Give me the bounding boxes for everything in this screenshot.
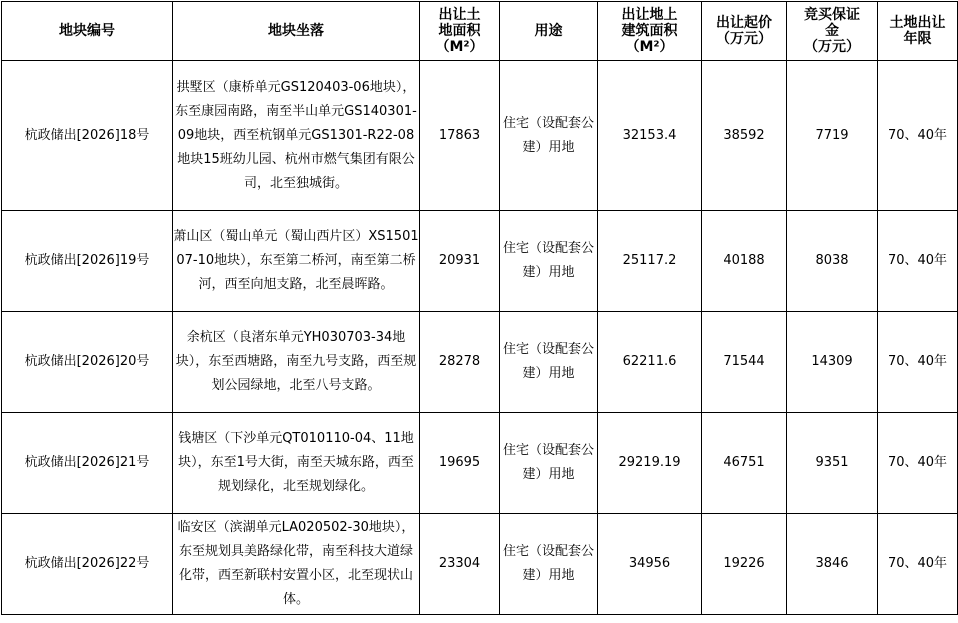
- cell-land-area: 19695: [420, 413, 500, 514]
- cell-location: 萧山区（蜀山单元（蜀山西片区）XS150107-10地块），东至第二桥河，南至第二桥河，西至向旭支路，北至晨晖路。: [173, 211, 420, 312]
- header-start-price: 出让起价 （万元）: [702, 2, 787, 61]
- cell-building-area: 25117.2: [598, 211, 702, 312]
- cell-land-area: 23304: [420, 514, 500, 615]
- cell-deposit: 14309: [787, 312, 878, 413]
- header-land-area: 出让土 地面积 （M²）: [420, 2, 500, 61]
- header-term: 土地出让 年限: [878, 2, 958, 61]
- cell-land-area: 17863: [420, 61, 500, 211]
- header-row: [2, 2, 958, 61]
- cell-deposit: 9351: [787, 413, 878, 514]
- cell-building-area: 32153.4: [598, 61, 702, 211]
- cell-location: 余杭区（良渚东单元YH030703-34地块），东至西塘路，南至九号支路，西至规划公园绿地，北至八号支路。: [173, 312, 420, 413]
- cell-term: 70、40年: [878, 312, 958, 413]
- cell-use: 住宅（设配套公建）用地: [500, 312, 598, 413]
- table-row: [2, 514, 958, 615]
- cell-deposit: 7719: [787, 61, 878, 211]
- cell-land-area: 20931: [420, 211, 500, 312]
- cell-term: 70、40年: [878, 61, 958, 211]
- cell-building-area: 62211.6: [598, 312, 702, 413]
- header-deposit: 竞买保证 金 （万元）: [787, 2, 878, 61]
- cell-start-price: 46751: [702, 413, 787, 514]
- cell-use: 住宅（设配套公建）用地: [500, 61, 598, 211]
- table-row: [2, 413, 958, 514]
- land-auction-table: [1, 1, 958, 615]
- cell-location: 临安区（滨湖单元LA020502-30地块），东至规划具美路绿化带，南至科技大道绿化带，西至新联村安置小区，北至现状山体。: [173, 514, 420, 615]
- header-building-area: 出让地上 建筑面积 （M²）: [598, 2, 702, 61]
- cell-start-price: 71544: [702, 312, 787, 413]
- cell-start-price: 19226: [702, 514, 787, 615]
- cell-term: 70、40年: [878, 211, 958, 312]
- cell-id: 杭政储出[2026]19号: [2, 211, 173, 312]
- table-row: [2, 312, 958, 413]
- header-location: 地块坐落: [173, 2, 420, 61]
- cell-location: 拱墅区（康桥单元GS120403-06地块），东至康园南路，南至半山单元GS140301-09地块，西至杭钢单元GS1301-R22-08地块15班幼儿园、杭州市燃气集团有限公司，北至独城街。: [173, 61, 420, 211]
- cell-term: 70、40年: [878, 514, 958, 615]
- cell-use: 住宅（设配套公建）用地: [500, 413, 598, 514]
- cell-start-price: 40188: [702, 211, 787, 312]
- cell-use: 住宅（设配套公建）用地: [500, 211, 598, 312]
- cell-start-price: 38592: [702, 61, 787, 211]
- header-id: 地块编号: [2, 2, 173, 61]
- cell-land-area: 28278: [420, 312, 500, 413]
- table-row: [2, 61, 958, 211]
- cell-building-area: 29219.19: [598, 413, 702, 514]
- cell-id: 杭政储出[2026]21号: [2, 413, 173, 514]
- cell-id: 杭政储出[2026]22号: [2, 514, 173, 615]
- cell-term: 70、40年: [878, 413, 958, 514]
- table-row: [2, 211, 958, 312]
- cell-use: 住宅（设配套公建）用地: [500, 514, 598, 615]
- cell-location: 钱塘区（下沙单元QT010110-04、11地块），东至1号大街，南至天城东路，西至规划绿化，北至规划绿化。: [173, 413, 420, 514]
- cell-id: 杭政储出[2026]18号: [2, 61, 173, 211]
- cell-deposit: 8038: [787, 211, 878, 312]
- header-use: 用途: [500, 2, 598, 61]
- cell-building-area: 34956: [598, 514, 702, 615]
- cell-deposit: 3846: [787, 514, 878, 615]
- cell-id: 杭政储出[2026]20号: [2, 312, 173, 413]
